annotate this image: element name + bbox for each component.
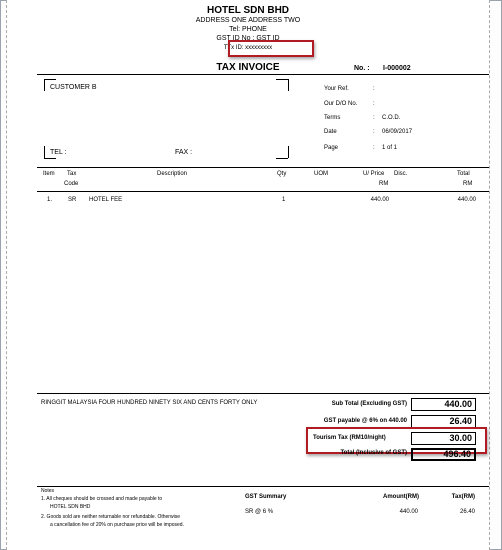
meta-label: Date — [324, 129, 337, 135]
gst-id: GST ID No : GST ID — [216, 35, 280, 42]
subtotal-value: 440.00 — [411, 398, 476, 411]
meta-label: Terms — [324, 115, 341, 121]
meta-label: Our D/O No. — [324, 101, 358, 107]
meta-sep: : — [373, 86, 375, 92]
meta-label: Your Ref. — [324, 86, 349, 92]
company-tel: Tel: PHONE — [229, 26, 267, 33]
notes-title: Notes — [41, 488, 55, 494]
gst-summary-title: GST Summary — [245, 494, 287, 500]
meta-sep: : — [373, 115, 375, 121]
row-item: 1. — [47, 197, 53, 203]
col-price-unit: RM — [379, 181, 389, 187]
col-total-unit: RM — [463, 181, 473, 187]
gst-summary-tax: 26.40 — [459, 509, 475, 515]
notes-line-2: HOTEL SDN BHD — [50, 504, 91, 510]
amount-in-words: RINGGIT MALAYSIA FOUR HUNDRED NINETY SIX AND CENTS FORTY ONLY — [41, 400, 258, 406]
customer-fax-label: FAX : — [175, 149, 193, 156]
meta-value: 1 of 1 — [382, 145, 398, 151]
col-item: Item — [43, 171, 55, 177]
col-total: Total — [457, 171, 470, 177]
col-tax: Tax — [67, 171, 77, 177]
title-rule — [37, 74, 489, 75]
gst-summary-tax-header: Tax(RM) — [451, 494, 475, 500]
notes-line-4: a cancellation fee of 20% on purchase price will be imposed. — [50, 522, 184, 528]
row-tax: SR — [68, 197, 77, 203]
company-name: HOTEL SDN BHD — [206, 5, 290, 16]
gst-payable-value: 26.40 — [411, 415, 476, 428]
table-header-rule — [37, 191, 489, 192]
row-price: 440.00 — [370, 197, 389, 203]
invoice-title: TAX INVOICE — [216, 62, 280, 73]
table-bottom-rule — [37, 393, 489, 394]
company-address: ADDRESS ONE ADDRESS TWO — [195, 17, 301, 24]
subtotal-label: Sub Total (Excluding GST) — [331, 401, 407, 407]
gst-summary-amount-header: Amount(RM) — [383, 494, 419, 500]
gst-summary-amount: 440.00 — [399, 509, 418, 515]
tourism-tax-label: Tourism Tax (RM10/night) — [313, 435, 386, 441]
customer-tel-label: TEL : — [50, 149, 67, 156]
col-tax-code: Code — [64, 181, 79, 187]
ttx-id: TTx ID: xxxxxxxxx — [223, 45, 273, 51]
ttx-highlight-box — [228, 40, 314, 57]
row-description: HOTEL FEE — [89, 197, 123, 203]
meta-sep: : — [373, 145, 375, 151]
meta-value: C.O.D. — [382, 115, 401, 121]
col-price: U/ Price — [363, 171, 385, 177]
gst-summary-code: SR @ 6 % — [245, 509, 274, 515]
total-value: 496.40 — [411, 448, 476, 461]
gst-payable-label: GST payable @ 6% on 440.00 — [323, 418, 407, 424]
col-description: Description — [157, 171, 188, 177]
invoice-no-value: I-000002 — [383, 65, 411, 72]
meta-sep: : — [373, 101, 375, 107]
invoice-no-label: No. : — [354, 65, 370, 72]
customer-name: CUSTOMER B — [50, 84, 97, 91]
row-qty: 1 — [282, 197, 286, 203]
total-label: Total (Inclusive of GST) — [340, 450, 407, 456]
footer-rule — [37, 486, 489, 487]
meta-value: 06/09/2017 — [382, 129, 413, 135]
table-top-rule — [37, 167, 489, 168]
meta-sep: : — [373, 129, 375, 135]
col-qty: Qty — [277, 171, 287, 177]
col-disc: Disc. — [394, 171, 408, 177]
notes-line-3: 2. Goods sold are neither returnable nor refundable. Otherwise — [41, 514, 180, 520]
col-uom: UOM — [314, 171, 328, 177]
tourism-tax-value: 30.00 — [411, 432, 476, 445]
notes-line-1: 1. All cheques should be crossed and made payable to — [41, 496, 163, 502]
invoice-page — [6, 0, 490, 550]
row-total: 440.00 — [457, 197, 476, 203]
meta-label: Page — [324, 145, 339, 151]
